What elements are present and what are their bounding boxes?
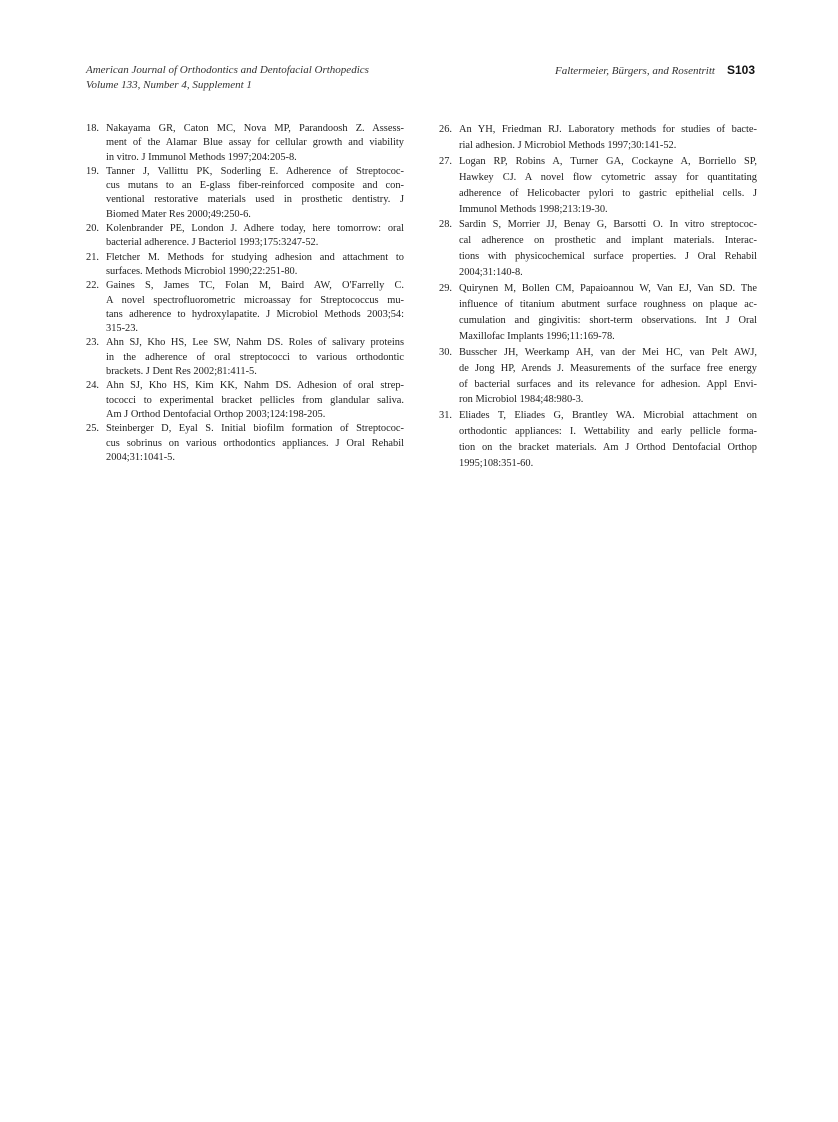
reference-text-line: 315-23. <box>106 323 139 335</box>
reference-text-line: Kolenbrander PE, London J. Adhere today, here tomorrow: oral <box>106 223 404 235</box>
reference-number: 28. <box>439 219 452 231</box>
reference-item <box>86 165 404 222</box>
reference-text-line: influence of titanium abutment surface roughness on plaque ac- <box>459 298 757 310</box>
reference-text-line: A novel spectrofluorometric microassay for Streptococcus mu- <box>106 294 404 306</box>
reference-text-line: 2004;31:140-8. <box>459 267 523 279</box>
reference-text-line: cus mutans to an E-glass fiber-reinforced composite and con- <box>106 180 404 192</box>
reference-text-line: Ahn SJ, Kho HS, Lee SW, Nahm DS. Roles of salivary proteins <box>106 337 404 349</box>
reference-text-line: Immunol Methods 1998;213:19-30. <box>459 203 608 215</box>
reference-text-line: ventional restorative materials used in prosthetic dentistry. J <box>106 194 404 206</box>
reference-text-line: Fletcher M. Methods for studying adhesion and attachment to <box>106 251 404 263</box>
reference-text-line: ment of the Alamar Blue assay for cellular growth and viability <box>106 137 404 149</box>
reference-item <box>439 217 757 281</box>
reference-text-line: Gaines S, James TC, Folan M, Baird AW, O'Farrelly C. <box>106 280 404 292</box>
reference-text-line: tococci to experimental bracket pellicles from glandular saliva. <box>106 394 404 406</box>
reference-text-line: 2004;31:1041-5. <box>106 451 175 463</box>
reference-text-line: bacterial adherence. J Bacteriol 1993;175:3247-52. <box>106 237 319 249</box>
reference-number: 31. <box>439 410 452 422</box>
page-number: S103 <box>726 63 755 77</box>
reference-text-line: Eliades T, Eliades G, Brantley WA. Microbial attachment on <box>459 410 757 422</box>
reference-text-line: Tanner J, Vallittu PK, Soderling E. Adherence of Streptococ- <box>106 165 404 177</box>
running-header-right <box>555 63 755 79</box>
reference-text-line: surfaces. Methods Microbiol 1990;22:251-80. <box>106 265 298 277</box>
reference-number: 30. <box>439 346 452 358</box>
reference-number: 26. <box>439 124 452 135</box>
journal-volume: Volume 133, Number 4, Supplement 1 <box>86 79 252 91</box>
reference-item <box>439 408 757 472</box>
reference-text-line: Am J Orthod Dentofacial Orthop 2003;124:198-205. <box>106 408 326 420</box>
reference-text-line: cumulation and gingivitis: short-term observations. Int J Oral <box>459 314 757 326</box>
reference-item <box>439 345 757 409</box>
reference-text-line: Maxillofac Implants 1996;11:169-78. <box>459 330 615 342</box>
article-authors: Faltermeier, Bürgers, and Rosentritt <box>554 65 715 77</box>
reference-number: 27. <box>439 155 452 167</box>
reference-text-line: Biomed Mater Res 2000;49:250-6. <box>106 208 251 220</box>
reference-text-line: ron Microbiol 1984;48:980-3. <box>459 394 584 406</box>
reference-text-line: tans adherence to hydroxylapatite. J Microbiol Methods 2003;54: <box>106 308 404 320</box>
reference-item <box>86 222 404 251</box>
reference-text-line: brackets. J Dent Res 2002;81:411-5. <box>106 366 257 378</box>
reference-text-line: orthodontic appliances: I. Wettability and early pellicle forma- <box>459 426 757 438</box>
reference-text-line: Nakayama GR, Caton MC, Nova MP, Parandoosh Z. Assess- <box>106 123 404 134</box>
reference-item <box>86 422 404 465</box>
reference-item <box>439 122 757 154</box>
reference-text-line: tions with physicochemical surface properties. J Oral Rehabil <box>459 251 757 263</box>
reference-item <box>86 251 404 280</box>
reference-item <box>86 379 404 422</box>
reference-text-line: de Jong HP, Arends J. Measurements of the surface free energy <box>459 362 757 374</box>
reference-text-line: in the adherence of oral streptococci to various orthodontic <box>106 351 404 363</box>
reference-item <box>439 281 757 345</box>
reference-text-line: cus sobrinus on various orthodontics appliances. J Oral Rehabil <box>106 437 404 449</box>
reference-item <box>439 154 757 218</box>
reference-text-line: 1995;108:351-60. <box>459 458 534 470</box>
reference-text-line: rial adhesion. J Microbiol Methods 1997;30:141-52. <box>459 139 677 151</box>
reference-number: 20. <box>86 223 99 235</box>
reference-text-line: of bacterial surfaces and its relevance for adhesion. Appl Envi- <box>459 378 757 390</box>
reference-item <box>86 336 404 379</box>
reference-text-line: Steinberger D, Eyal S. Initial biofilm formation of Streptococ- <box>106 423 404 435</box>
reference-number: 23. <box>86 337 99 349</box>
reference-number: 25. <box>86 423 99 435</box>
reference-text-line: Logan RP, Robins A, Turner GA, Cockayne A, Borriello SP, <box>459 155 757 167</box>
reference-text-line: in vitro. J Immunol Methods 1997;204:205-8. <box>106 151 297 163</box>
reference-number: 22. <box>86 280 99 292</box>
reference-text-line: adherence of Helicobacter pylori to gastric epithelial cells. J <box>459 187 757 199</box>
reference-text-line: tion on the bracket materials. Am J Orthod Dentofacial Orthop <box>459 442 757 454</box>
reference-item <box>86 122 404 165</box>
journal-title: American Journal of Orthodontics and Dentofacial Orthopedics <box>86 64 369 76</box>
running-header-left <box>86 63 369 93</box>
references-column-right <box>439 122 757 472</box>
reference-number: 29. <box>439 283 452 295</box>
references-column-left <box>86 122 404 465</box>
reference-number: 18. <box>86 123 99 134</box>
reference-text-line: Busscher JH, Weerkamp AH, van der Mei HC, van Pelt AWJ, <box>459 346 757 358</box>
reference-text-line: Sardin S, Morrier JJ, Benay G, Barsotti O. In vitro streptococ- <box>459 219 757 231</box>
reference-item <box>86 279 404 336</box>
reference-text-line: Quirynen M, Bollen CM, Papaioannou W, Van EJ, Van SD. The <box>459 283 757 295</box>
reference-text-line: Hawkey CJ. A novel flow cytometric assay for quantitating <box>459 171 757 183</box>
reference-text-line: Ahn SJ, Kho HS, Kim KK, Nahm DS. Adhesion of oral strep- <box>106 380 404 392</box>
reference-number: 19. <box>86 165 99 177</box>
reference-text-line: cal adherence on prosthetic and implant materials. Interac- <box>459 235 757 247</box>
reference-number: 21. <box>86 251 99 263</box>
reference-text-line: An YH, Friedman RJ. Laboratory methods for studies of bacte- <box>459 124 757 135</box>
reference-number: 24. <box>86 380 99 392</box>
